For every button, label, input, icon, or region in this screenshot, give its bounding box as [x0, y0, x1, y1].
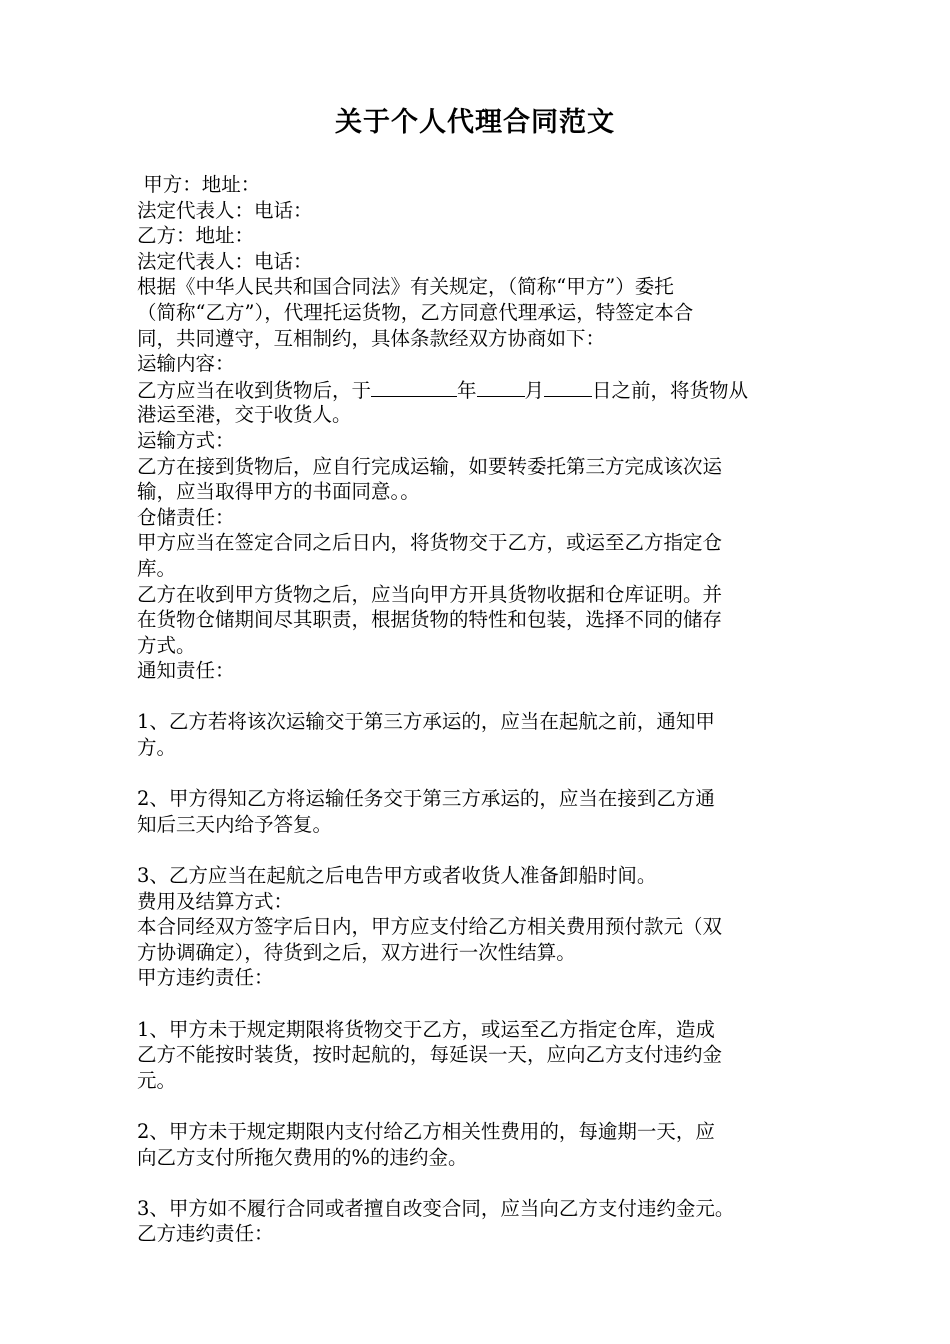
section-heading-storage: 仓储责任： [137, 505, 235, 529]
blank-line [137, 991, 817, 1017]
blank-line [137, 684, 817, 710]
month-blank [477, 377, 525, 397]
party-a-liability-1-line-2: 乙方不能按时装货，按时起航的，每延误一天，应向乙方支付违约金 [137, 1043, 723, 1067]
blank-line [137, 1093, 817, 1119]
party-a-address: 甲方：地址： [137, 173, 261, 196]
party-a-representative: 法定代表人：电话： [137, 198, 313, 222]
storage-line-2: 库。 [137, 556, 177, 580]
document-body [137, 172, 817, 1247]
transport-content-text-1: 乙方应当在收到货物后，于 [137, 378, 372, 402]
storage-line-3: 乙方在收到甲方货物之后，应当向甲方开具货物收据和仓库证明。并 [137, 582, 723, 606]
section-heading-fees: 费用及结算方式： [137, 889, 294, 913]
fees-line-1: 本合同经双方签字后日内，甲方应支付给乙方相关费用预付款元（双 [137, 915, 723, 939]
transport-method-line-1: 乙方在接到货物后，应自行完成运输，如要转委托第三方完成该次运 [137, 454, 723, 478]
day-label: 日之前，将货物从 [592, 378, 749, 402]
preamble-line-2: （简称“乙方”），代理托运货物，乙方同意代理承运，特签定本合 [137, 300, 694, 324]
party-a-liability-2-line-2: 向乙方支付所拖欠费用的%的违约金。 [137, 1145, 468, 1169]
transport-content-line-1 [137, 377, 817, 403]
day-blank [544, 377, 592, 397]
party-a-liability-1-line-3: 元。 [137, 1068, 177, 1092]
month-label: 月 [524, 378, 545, 402]
notice-item-2-line-1: 2、甲方得知乙方将运输任务交于第三方承运的，应当在接到乙方通 [137, 787, 715, 811]
notice-item-3: 3、乙方应当在起航之后电告甲方或者收货人准备卸船时间。 [137, 864, 657, 888]
section-heading-transport-content: 运输内容： [137, 352, 235, 376]
section-heading-notice: 通知责任： [137, 659, 235, 683]
section-heading-party-b-liability: 乙方违约责任： [137, 1222, 274, 1246]
party-a-liability-3: 3、甲方如不履行合同或者擅自改变合同，应当向乙方支付违约金元。 [137, 1196, 735, 1220]
party-a-liability-1-line-1: 1、甲方未于规定期限将货物交于乙方，或运至乙方指定仓库，造成 [137, 1017, 715, 1041]
notice-item-1-line-1: 1、乙方若将该次运输交于第三方承运的，应当在起航之前，通知甲 [137, 710, 715, 734]
storage-line-1: 甲方应当在签定合同之后日内，将货物交于乙方，或运至乙方指定仓 [137, 531, 723, 555]
storage-line-5: 方式。 [137, 633, 196, 657]
year-blank [371, 377, 457, 397]
blank-line [137, 837, 817, 863]
party-b-representative: 法定代表人：电话： [137, 249, 313, 273]
transport-method-line-2: 输，应当取得甲方的书面同意。。 [137, 480, 420, 504]
storage-line-4: 在货物仓储期间尽其职责，根据货物的特性和包装，选择不同的储存 [137, 608, 723, 632]
notice-item-2-line-2: 知后三天内给予答复。 [137, 812, 333, 836]
party-a-liability-2-line-1: 2、甲方未于规定期限内支付给乙方相关性费用的，每逾期一天，应 [137, 1119, 715, 1143]
section-heading-transport-method: 运输方式： [137, 428, 235, 452]
notice-item-1-line-2: 方。 [137, 736, 177, 760]
blank-line [137, 761, 817, 787]
fees-line-2: 方协调确定），待货到之后，双方进行一次性结算。 [137, 940, 576, 964]
year-label: 年 [457, 378, 477, 402]
section-heading-party-a-liability: 甲方违约责任： [137, 966, 274, 990]
party-b-address: 乙方：地址： [137, 224, 255, 248]
blank-line [137, 1170, 817, 1196]
document-title: 关于个人代理合同范文 [335, 107, 615, 138]
preamble-line-1: 根据《中华人民共和国合同法》有关规定，（简称“甲方”）委托 [137, 275, 674, 299]
preamble-line-3: 同，共同遵守，互相制约，具体条款经双方协商如下： [137, 326, 606, 350]
transport-content-line-2: 港运至港，交于收货人。 [137, 403, 352, 427]
